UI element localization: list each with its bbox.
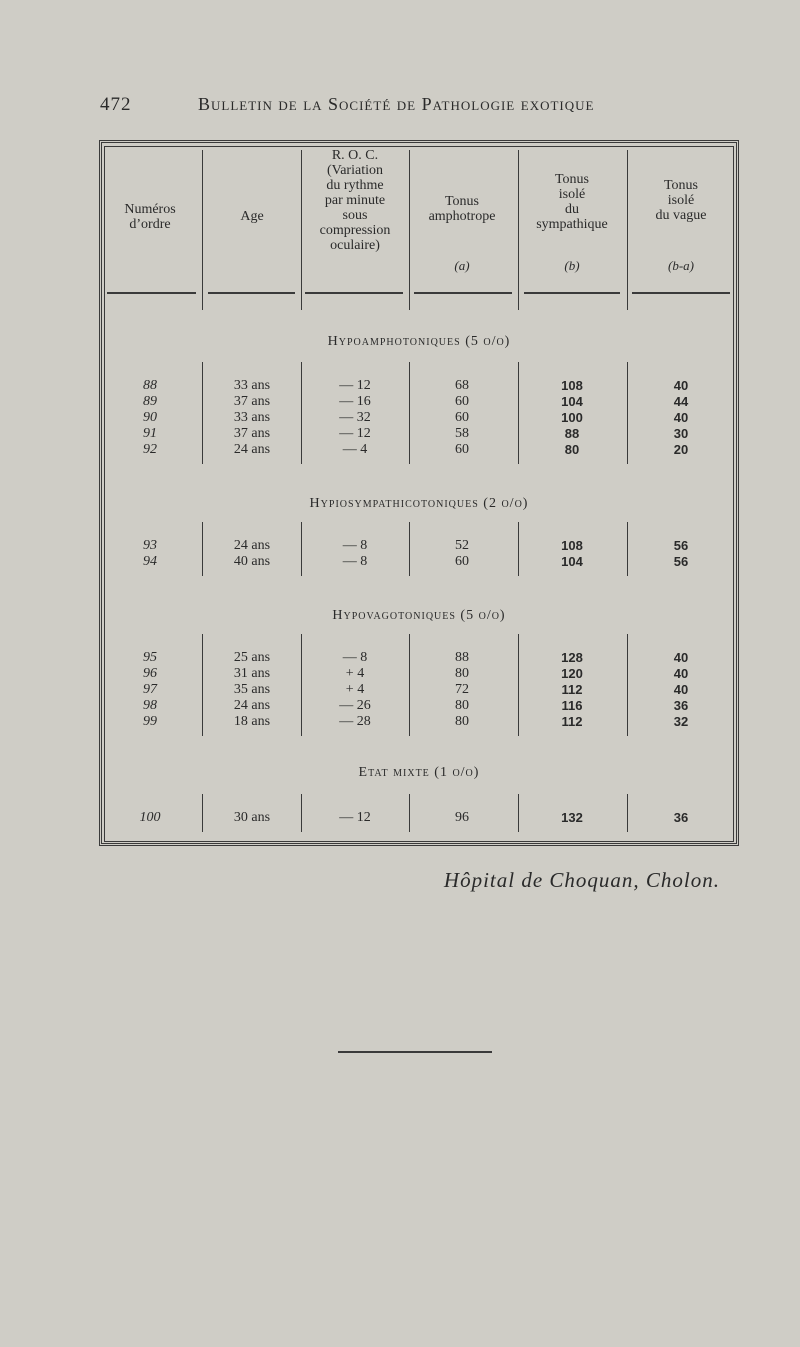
column-header-3 xyxy=(303,148,408,253)
end-rule xyxy=(338,1051,492,1053)
table-cell: 52 xyxy=(455,538,469,553)
table-cell: 104 xyxy=(561,394,583,409)
group-title: Hypoamphotoniques (5 o/o) xyxy=(327,334,511,349)
table-cell: 31 ans xyxy=(233,666,271,681)
table-cell: 88 xyxy=(564,426,580,441)
table-cell: — 8 xyxy=(342,538,368,553)
table-cell: 33 ans xyxy=(233,410,271,425)
page-number: 472 xyxy=(100,94,132,115)
table-cell: — 8 xyxy=(342,650,368,665)
group-divider xyxy=(518,522,519,576)
table-cell: 40 xyxy=(673,378,689,393)
column-header-sub: (b) xyxy=(564,258,580,273)
column-header-line: Tonus xyxy=(554,172,590,187)
table-cell: 112 xyxy=(561,682,583,697)
table-cell: 128 xyxy=(561,650,583,665)
row-number: 99 xyxy=(143,714,157,729)
caption: Hôpital de Choquan, Cholon. xyxy=(443,868,720,892)
table-cell: 18 ans xyxy=(233,714,271,729)
table-cell: 30 xyxy=(673,426,689,441)
running-title: Bulletin de la Société de Pathologie exotique xyxy=(198,94,595,114)
table-cell: 40 xyxy=(673,650,689,665)
table-cell: 120 xyxy=(561,666,583,681)
group-divider xyxy=(409,522,410,576)
table-cell: 32 xyxy=(673,714,689,729)
column-header-2 xyxy=(205,209,300,224)
row-number: 96 xyxy=(143,666,157,681)
table-cell: 60 xyxy=(455,394,469,409)
column-header-1 xyxy=(103,202,198,232)
table-cell: 40 xyxy=(673,682,689,697)
header-divider xyxy=(409,150,410,310)
table-cell: + 4 xyxy=(345,682,365,697)
column-header-line: Numéros xyxy=(124,202,176,217)
column-header-line: d’ordre xyxy=(129,217,171,232)
table-cell: 24 ans xyxy=(233,442,271,457)
table-cell: 44 xyxy=(673,394,689,409)
column-header-line: compression xyxy=(319,223,391,238)
table-cell: 37 ans xyxy=(233,426,271,441)
column-header-sub: (a) xyxy=(454,258,470,273)
row-number: 100 xyxy=(139,810,161,825)
group-divider xyxy=(301,794,302,832)
group-divider xyxy=(409,362,410,464)
group-title: Hypiosympathicotoniques (2 o/o) xyxy=(309,496,529,511)
row-number: 98 xyxy=(143,698,157,713)
group-divider xyxy=(301,362,302,464)
table-cell: 108 xyxy=(561,378,583,393)
table-cell: 88 xyxy=(455,650,469,665)
table-cell: — 32 xyxy=(339,410,371,425)
table-cell: 80 xyxy=(455,698,469,713)
table-cell: — 8 xyxy=(342,554,368,569)
column-header-line: Age xyxy=(240,209,264,224)
table-cell: 68 xyxy=(455,378,469,393)
table-cell: 20 xyxy=(673,442,689,457)
row-number: 97 xyxy=(143,682,157,697)
table-cell: 80 xyxy=(564,442,580,457)
row-number: 89 xyxy=(143,394,157,409)
group-divider xyxy=(409,634,410,736)
table-cell: — 12 xyxy=(339,810,371,825)
column-header-line: du rythme xyxy=(326,178,384,193)
table-cell: 33 ans xyxy=(233,378,271,393)
group-divider xyxy=(202,362,203,464)
header-divider xyxy=(202,150,203,310)
row-number: 92 xyxy=(143,442,157,457)
page-header xyxy=(100,94,740,118)
row-number: 88 xyxy=(143,378,157,393)
row-number: 94 xyxy=(143,554,157,569)
table-cell: — 12 xyxy=(339,378,371,393)
table-cell: 24 ans xyxy=(233,698,271,713)
table-cell: 40 ans xyxy=(233,554,271,569)
table-cell: 56 xyxy=(673,538,689,553)
table-cell: 72 xyxy=(455,682,469,697)
column-header-4 xyxy=(410,194,515,224)
table-cell: 56 xyxy=(673,554,689,569)
table-cell: — 4 xyxy=(342,442,368,457)
column-header-line: oculaire) xyxy=(330,238,380,253)
table-cell: 24 ans xyxy=(233,538,271,553)
table-cell: 35 ans xyxy=(233,682,271,697)
table-cell: — 16 xyxy=(339,394,371,409)
header-rule xyxy=(107,292,196,294)
header-rule xyxy=(414,292,512,294)
table-cell: 96 xyxy=(455,810,469,825)
table-cell: 60 xyxy=(455,442,469,457)
group-divider xyxy=(627,522,628,576)
table-cell: 116 xyxy=(561,698,583,713)
column-header-line: Tonus xyxy=(663,178,699,193)
table-cell: 80 xyxy=(455,666,469,681)
header-divider xyxy=(627,150,628,310)
row-number: 95 xyxy=(143,650,157,665)
group-divider xyxy=(202,634,203,736)
table-cell: 36 xyxy=(673,698,689,713)
table-cell: 60 xyxy=(455,554,469,569)
table-cell: 36 xyxy=(673,810,689,825)
group-divider xyxy=(301,522,302,576)
group-divider xyxy=(301,634,302,736)
table-cell: 40 xyxy=(673,666,689,681)
header-rule xyxy=(208,292,295,294)
table-cell: 108 xyxy=(561,538,583,553)
header-rule xyxy=(305,292,403,294)
table-cell: — 26 xyxy=(339,698,371,713)
group-divider xyxy=(518,794,519,832)
row-number: 90 xyxy=(143,410,157,425)
column-header-line: isolé xyxy=(667,193,695,208)
group-divider xyxy=(202,522,203,576)
table-cell: 60 xyxy=(455,410,469,425)
column-header-line: Tonus xyxy=(444,194,480,209)
column-header-line: sympathique xyxy=(536,217,608,232)
table-cell: 30 ans xyxy=(233,810,271,825)
group-divider xyxy=(518,362,519,464)
table-cell: 37 ans xyxy=(233,394,271,409)
column-header-line: isolé xyxy=(558,187,586,202)
group-divider xyxy=(627,634,628,736)
table-cell: 25 ans xyxy=(233,650,271,665)
header-divider xyxy=(518,150,519,310)
header-rule xyxy=(632,292,730,294)
table-cell: 80 xyxy=(455,714,469,729)
table-cell: + 4 xyxy=(345,666,365,681)
group-divider xyxy=(409,794,410,832)
column-header-line: du xyxy=(565,202,579,217)
table-cell: 112 xyxy=(561,714,583,729)
column-header-line: R. O. C. xyxy=(331,148,379,163)
group-divider xyxy=(202,794,203,832)
table-cell: — 28 xyxy=(339,714,371,729)
column-header-line: sous xyxy=(342,208,368,223)
column-header-line: amphotrope xyxy=(428,209,496,224)
table-cell: 100 xyxy=(561,410,583,425)
column-header-line: (Variation xyxy=(327,163,383,178)
row-number: 93 xyxy=(143,538,157,553)
column-header-5 xyxy=(520,172,625,232)
row-number: 91 xyxy=(143,426,157,441)
column-header-line: par minute xyxy=(324,193,386,208)
table-cell: 40 xyxy=(673,410,689,425)
group-title: Hypovagotoniques (5 o/o) xyxy=(332,608,506,623)
group-divider xyxy=(627,794,628,832)
table-cell: 132 xyxy=(561,810,583,825)
column-header-6 xyxy=(629,178,734,223)
group-title: Etat mixte (1 o/o) xyxy=(358,765,480,780)
column-header-sub: (b-a) xyxy=(668,258,694,273)
header-divider xyxy=(301,150,302,310)
group-divider xyxy=(518,634,519,736)
table-cell: — 12 xyxy=(339,426,371,441)
group-divider xyxy=(627,362,628,464)
header-rule xyxy=(524,292,620,294)
table-cell: 104 xyxy=(561,554,583,569)
table-cell: 58 xyxy=(455,426,469,441)
column-header-line: du vague xyxy=(655,208,707,223)
table-inner-frame xyxy=(104,146,734,842)
